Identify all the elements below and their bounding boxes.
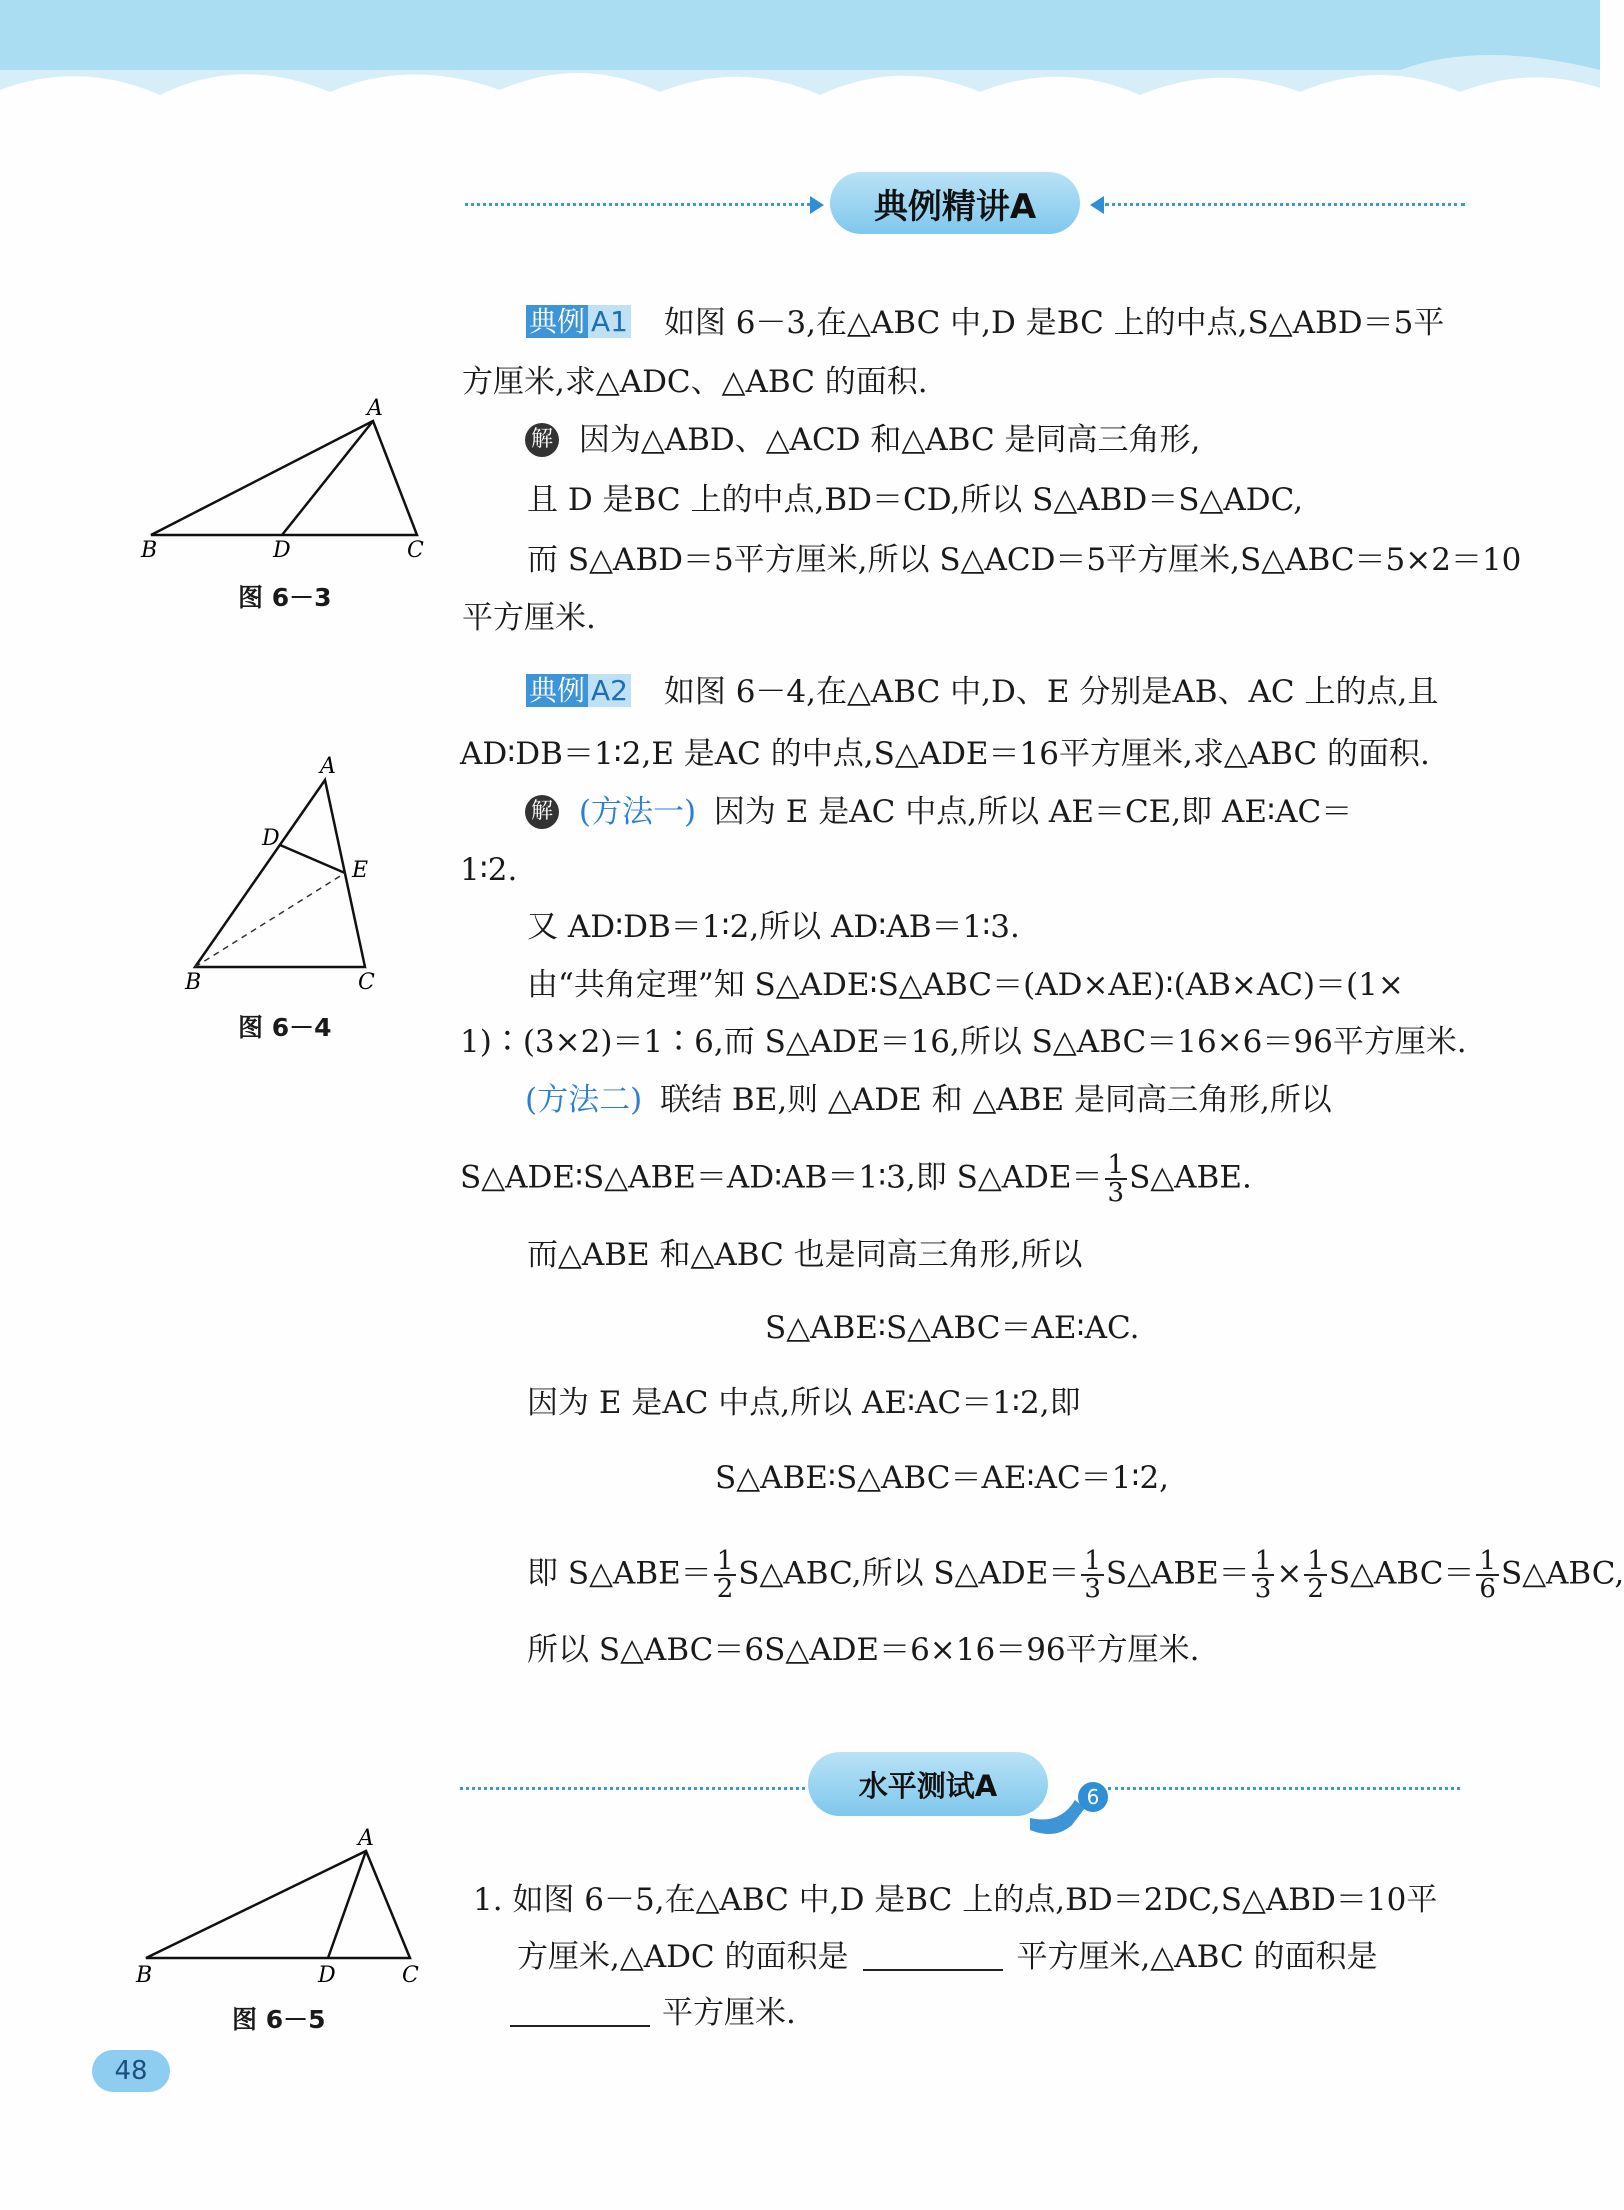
fraction-one-third: $\frac{1}{3}$ xyxy=(1252,1548,1275,1602)
example-a1-sol2: 且 D 是BC 上的中点,BD＝CD,所以 S△ABD＝S△ADC, xyxy=(527,482,1304,518)
example-a1-sol4: 平方厘米. xyxy=(462,600,596,636)
solution-badge: 解 xyxy=(525,795,559,829)
segment-ad xyxy=(282,421,373,535)
label-c: C xyxy=(407,538,424,563)
fraction-one-half: $\frac{1}{2}$ xyxy=(1304,1548,1327,1602)
example-a2-line1: 典例 A2 如图 6－4,在△ABC 中,D、E 分别是AB、AC 上的点,且 xyxy=(523,672,1438,712)
example-a2-m1-l4: 由“共角定理”知 S△ADE∶S△ABC＝(AD×AE)∶(AB×AC)＝(1× xyxy=(527,967,1404,1003)
example-a2-m1-l5: 1)∶(3×2)＝1∶6,而 S△ADE＝16,所以 S△ABC＝16×6＝96平方厘米. xyxy=(460,1024,1467,1060)
label-d: D xyxy=(262,826,280,851)
heading-a-dots-left xyxy=(465,203,810,206)
figure-6-4 xyxy=(180,755,390,995)
solution-badge: 解 xyxy=(525,423,559,457)
figure-6-3-caption: 图 6－3 xyxy=(238,583,332,612)
example-a2-m1-l2: 1∶2. xyxy=(460,852,518,888)
label-c: C xyxy=(402,1963,419,1988)
label-a: A xyxy=(320,754,336,779)
label-c: C xyxy=(358,970,375,995)
heading-a-dots-right xyxy=(1105,203,1465,206)
label-d: D xyxy=(273,538,291,563)
example-a1-line1: 典例 A1 如图 6－3,在△ABC 中,D 是BC 上的中点,S△ABD＝5平 xyxy=(523,303,1444,343)
label-d: D xyxy=(318,1963,336,1988)
triangle-abc xyxy=(195,780,365,967)
header-cloud-band xyxy=(0,0,1600,150)
exercise-1-line2: 方厘米,△ADC 的面积是 平方厘米,△ABC 的面积是 xyxy=(517,1939,1378,1975)
heading-b-dots-left xyxy=(460,1787,805,1790)
label-a: A xyxy=(367,396,383,421)
exercise-1-line1: 1. 如图 6－5,在△ABC 中,D 是BC 上的点,BD＝2DC,S△ABD＝10平 xyxy=(473,1882,1438,1918)
answer-blank-adc[interactable] xyxy=(863,1939,1003,1971)
example-a2-m2-l7: 即 S△ABE＝ $\frac{1}{2}$ S△ABC,所以 S△ADE＝ $\frac{1}{3}$ S△ABE＝ $\frac{1}{3}$ × $\frac{1}{2}$ S△ABC＝ $\frac{1}{6}$ S△ABC, xyxy=(527,1546,1624,1604)
label-b: B xyxy=(141,538,158,563)
label-a: A xyxy=(358,1826,374,1851)
fraction-one-sixth: $\frac{1}{6}$ xyxy=(1476,1548,1499,1602)
method-two-label: (方法二) xyxy=(525,1082,643,1118)
heading-a-arrow-left xyxy=(1090,196,1104,214)
heading-a-title: 典例精讲A xyxy=(830,172,1080,234)
example-a1-sol3: 而 S△ABD＝5平方厘米,所以 S△ACD＝5平方厘米,S△ABC＝5×2＝10 xyxy=(527,542,1522,578)
segment-de xyxy=(280,845,345,873)
method-one-label: (方法一) xyxy=(578,794,697,830)
heading-b-dots-right xyxy=(1108,1787,1460,1790)
figure-6-5 xyxy=(132,1825,432,1995)
heading-a-arrow-right xyxy=(810,196,824,214)
segment-be-dashed xyxy=(195,873,345,967)
example-a2-line2: AD∶DB＝1∶2,E 是AC 的中点,S△ADE＝16平方厘米,求△ABC 的面积. xyxy=(460,736,1430,772)
example-a2-m2-l4: S△ABE∶S△ABC＝AE∶AC. xyxy=(765,1310,1140,1346)
page-number: 48 xyxy=(92,2050,170,2092)
figure-6-4-caption: 图 6－4 xyxy=(238,1013,332,1042)
example-a2-m2-l1: (方法二) 联结 BE,则 △ADE 和 △ABE 是同高三角形,所以 xyxy=(525,1082,1332,1118)
triangle-abc xyxy=(151,421,417,535)
example-a2-tag: 典例 A2 xyxy=(523,673,634,709)
heading-b-title: 水平测试A xyxy=(808,1752,1048,1816)
example-a1-sol1: 解 因为△ABD、△ACD 和△ABC 是同高三角形, xyxy=(525,420,1200,460)
answer-blank-abc[interactable] xyxy=(510,1995,650,2027)
fraction-one-half: $\frac{1}{2}$ xyxy=(714,1548,737,1602)
example-a2-m1-l3: 又 AD∶DB＝1∶2,所以 AD∶AB＝1∶3. xyxy=(527,909,1020,945)
exercise-1-line3: 平方厘米. xyxy=(510,1993,796,2033)
example-a2-m2-l3: 而△ABE 和△ABC 也是同高三角形,所以 xyxy=(527,1237,1083,1273)
label-b: B xyxy=(136,1963,153,1988)
example-a2-m2-l8: 所以 S△ABC＝6S△ADE＝6×16＝96平方厘米. xyxy=(527,1632,1200,1668)
example-a2-m1-l1: 解 (方法一) 因为 E 是AC 中点,所以 AE＝CE,即 AE∶AC＝ xyxy=(525,792,1352,832)
example-a1-line2: 方厘米,求△ADC、△ABC 的面积. xyxy=(462,364,928,400)
fraction-one-third: $\frac{1}{3}$ xyxy=(1081,1548,1104,1602)
example-a2-m2-l6: S△ABE∶S△ABC＝AE∶AC＝1∶2, xyxy=(715,1460,1170,1496)
triangle-abc xyxy=(146,1851,410,1958)
example-a1-tag: 典例 A1 xyxy=(523,304,634,340)
label-e: E xyxy=(352,858,369,883)
figure-6-5-caption: 图 6－5 xyxy=(232,2005,326,2034)
example-a2-m2-l2: S△ADE∶S△ABE＝AD∶AB＝1∶3,即 S△ADE＝ $\frac{1}{3}$ S△ABE. xyxy=(460,1150,1252,1208)
heading-b-badge: 6 xyxy=(1078,1782,1108,1812)
example-a2-m2-l5: 因为 E 是AC 中点,所以 AE∶AC＝1∶2,即 xyxy=(527,1385,1081,1421)
fraction-one-third: $\frac{1}{3}$ xyxy=(1105,1152,1128,1206)
figure-6-3 xyxy=(135,395,435,565)
label-b: B xyxy=(185,970,202,995)
